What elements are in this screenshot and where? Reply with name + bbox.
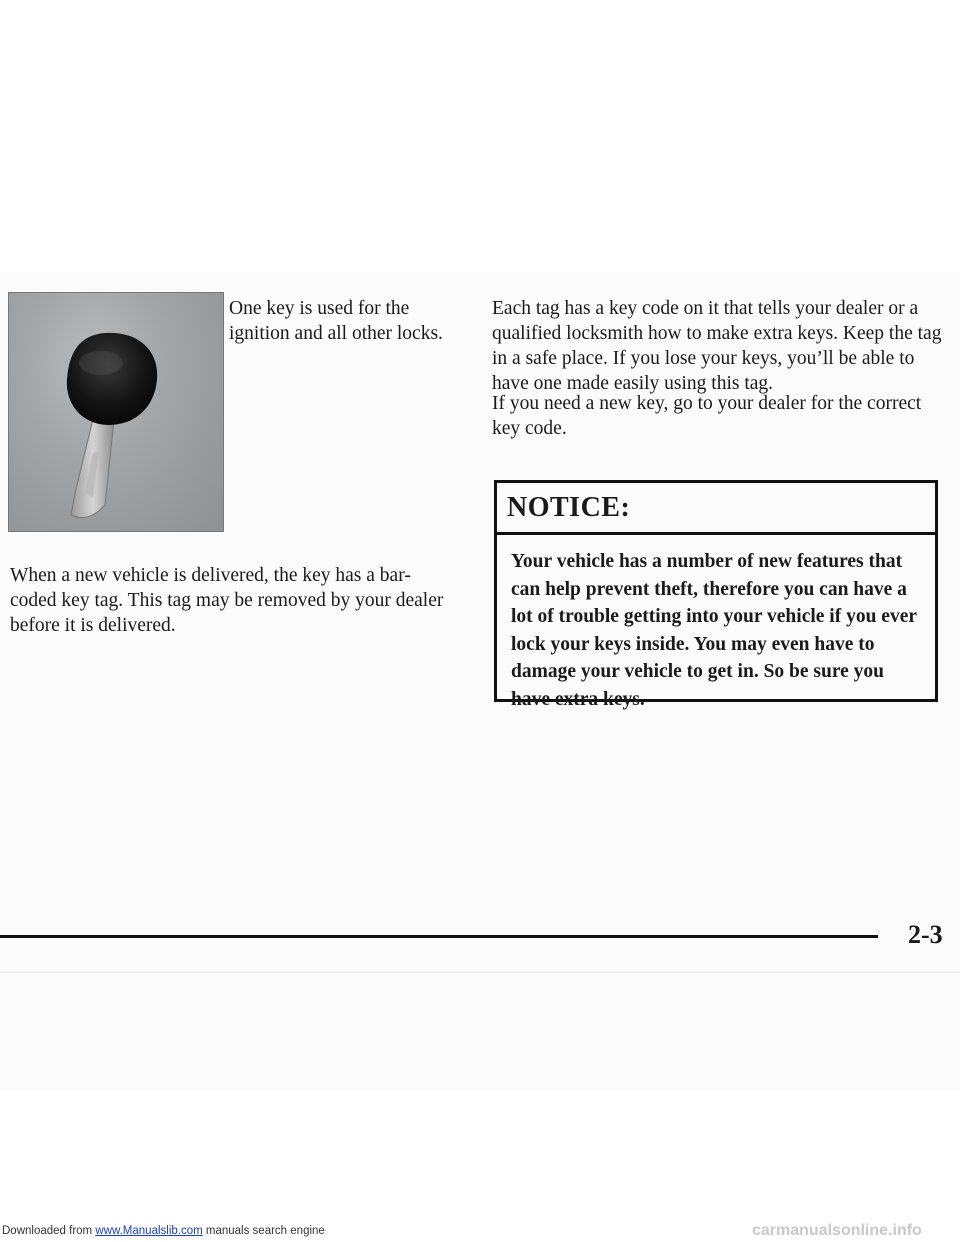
- watermark: carmanualsonline.info: [752, 1222, 922, 1239]
- notice-box: [494, 480, 938, 710]
- faint-divider: [0, 972, 960, 973]
- delivery-paragraph: When a new vehicle is delivered, the key has a bar-coded key tag. This tag may be removed by your dealer before it is delivered.: [10, 565, 444, 636]
- manualslib-link[interactable]: www.Manualslib.com: [95, 1225, 203, 1237]
- download-credit-suffix: manuals search engine: [202, 1225, 325, 1237]
- key-caption: One key is used for the ignition and all other locks.: [229, 298, 443, 344]
- key-tag-paragraph: Each tag has a key code on it that tells your dealer or a qualified locksmith how to make extra keys. Keep the tag in a safe place. If you lose your keys, you’ll be able to have one made easily using this tag.: [492, 298, 942, 394]
- notice-body: Your vehicle has a number of new features that can help prevent theft, therefore you can have a lot of trouble getting into your vehicle if you ever lock your keys inside. You may even have to damage your vehicle to get in. So be sure you have extra keys.: [511, 551, 917, 710]
- key-photo: [8, 292, 224, 532]
- notice-title: NOTICE:: [507, 491, 631, 523]
- download-credit-prefix: Downloaded from: [2, 1225, 96, 1237]
- blank-bottom-margin: [0, 1090, 960, 1242]
- key-icon: [9, 293, 223, 531]
- blank-top-margin: [0, 0, 960, 272]
- new-key-paragraph: If you need a new key, go to your dealer for the correct key code.: [492, 393, 922, 439]
- download-credit: [2, 1225, 325, 1237]
- notice-header: [497, 483, 935, 535]
- footer-rule: [0, 935, 878, 938]
- page-number: 2-3: [908, 920, 943, 949]
